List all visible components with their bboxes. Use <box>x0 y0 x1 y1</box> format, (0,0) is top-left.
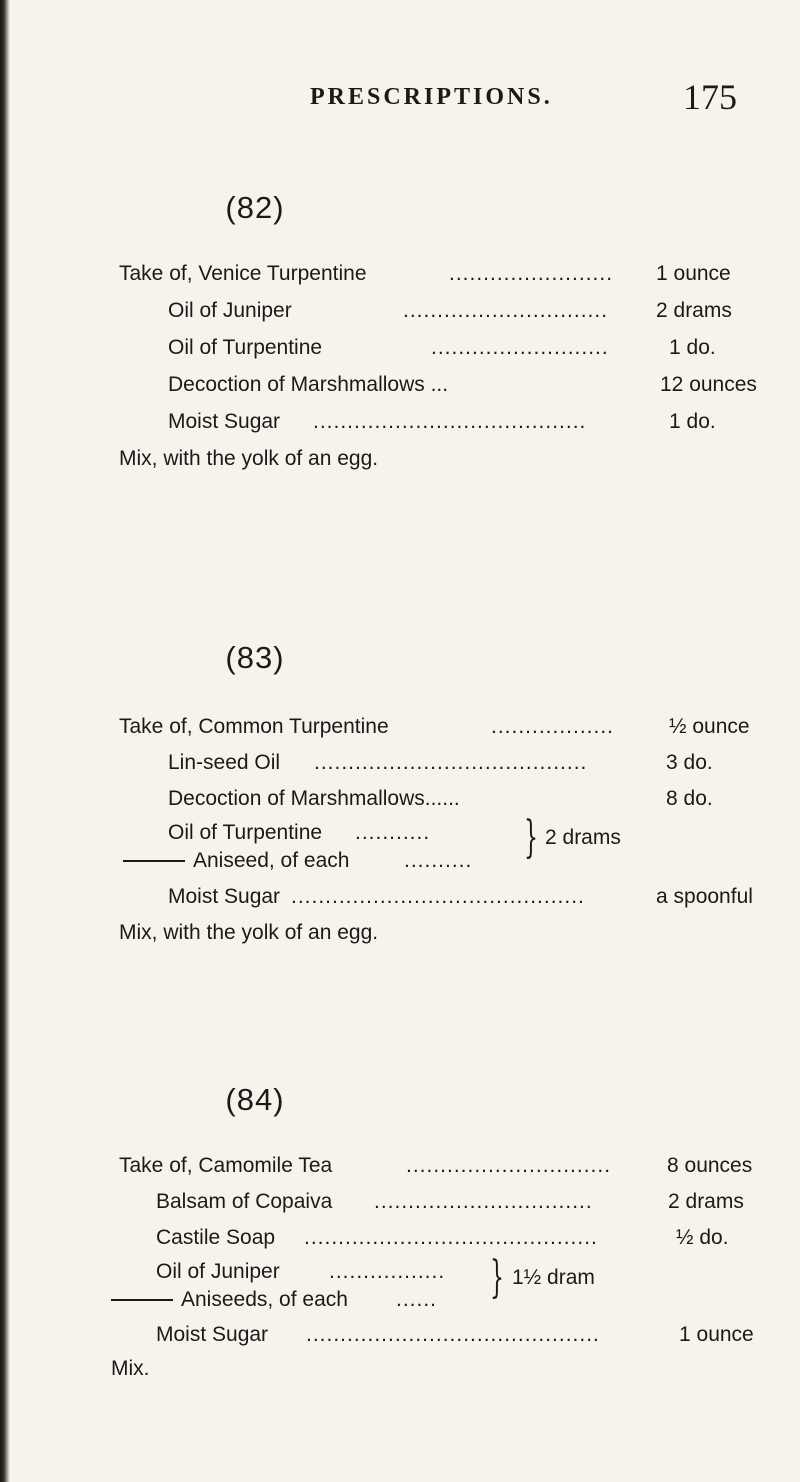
ingredient-label: Decoction of Marshmallows ... <box>168 373 449 396</box>
ingredient-quantity: 8 do. <box>666 787 713 810</box>
dot-leader: .......................... <box>431 336 609 359</box>
mixing-instruction: Mix, with the yolk of an egg. <box>119 447 379 470</box>
recipe-line <box>119 879 759 915</box>
ingredient-quantity: 8 ounces <box>667 1154 753 1177</box>
ingredient-label: Castile Soap <box>156 1226 276 1249</box>
ingredient-quantity: 2 drams <box>656 299 732 322</box>
ingredient-quantity: ½ ounce <box>669 715 750 738</box>
recipe-line <box>119 1317 754 1353</box>
brace-icon: } <box>490 1252 504 1303</box>
ingredient-label: Take of, Common Turpentine <box>119 715 389 738</box>
ingredient-quantity: ½ do. <box>676 1226 729 1249</box>
brace-icon: } <box>524 812 538 863</box>
brace-quantity: 2 drams <box>545 826 621 849</box>
ingredient-quantity: a spoonful <box>656 885 753 908</box>
recipe-note <box>111 1351 311 1387</box>
dot-leader: .......... <box>404 849 473 872</box>
ingredient-quantity: 1 do. <box>669 410 716 433</box>
ingredient-quantity: 1 do. <box>669 336 716 359</box>
ingredient-label: Lin-seed Oil <box>168 751 281 774</box>
recipe-note <box>119 441 719 477</box>
recipe-line <box>119 781 719 817</box>
dot-leader: ........................ <box>449 262 614 285</box>
prescription-number: (84) <box>225 1082 285 1117</box>
dot-leader: ........................................ <box>314 751 588 774</box>
ditto-dash <box>123 860 185 862</box>
recipe-note <box>119 915 719 951</box>
dot-leader: .................. <box>491 715 615 738</box>
recipe-line <box>119 256 731 292</box>
ditto-dash <box>111 1299 173 1301</box>
ingredient-label: Oil of Turpentine <box>168 821 323 844</box>
dot-leader: ........................................... <box>291 885 585 908</box>
dot-leader: ........... <box>355 821 431 844</box>
recipe-line <box>119 330 719 366</box>
recipe-line <box>119 1184 744 1220</box>
page-number: 175 <box>683 77 737 117</box>
recipe-line <box>119 404 719 440</box>
dot-leader: ........................................... <box>304 1226 598 1249</box>
dot-leader: ...... <box>396 1288 438 1311</box>
recipe-line-placeholder <box>119 563 719 599</box>
ingredient-label: Take of, Venice Turpentine <box>119 262 367 285</box>
ingredient-label: Oil of Juniper <box>168 299 292 322</box>
recipe-line <box>119 367 757 403</box>
ingredient-label: Moist Sugar <box>156 1323 269 1346</box>
recipe-line <box>119 1282 719 1318</box>
recipe-line <box>119 1220 729 1256</box>
dot-leader: .............................. <box>406 1154 612 1177</box>
ingredient-label: Moist Sugar <box>168 885 281 908</box>
recipe-line <box>119 745 719 781</box>
recipe-line <box>119 293 732 329</box>
ingredient-label: Aniseeds, of each <box>107 1282 348 1318</box>
running-header <box>0 77 800 122</box>
dot-leader: ................. <box>329 1260 446 1283</box>
recipe-line <box>119 1148 753 1184</box>
ingredient-label: Aniseed, of each <box>119 843 349 879</box>
running-title: PRESCRIPTIONS. <box>310 84 553 110</box>
recipe-line <box>119 709 750 745</box>
ingredient-quantity: 2 drams <box>668 1190 744 1213</box>
prescription-number: (82) <box>225 190 285 225</box>
mixing-instruction: Mix, with the yolk of an egg. <box>119 921 379 944</box>
ingredient-label: Oil of Turpentine <box>168 336 323 359</box>
ingredient-quantity: 1 ounce <box>679 1323 754 1346</box>
dot-leader: ........................................ <box>313 410 587 433</box>
ingredient-label: Balsam of Copaiva <box>156 1190 333 1213</box>
ingredient-label: Decoction of Marshmallows...... <box>168 787 460 810</box>
ingredient-quantity: 12 ounces <box>660 373 757 396</box>
ingredient-label: Moist Sugar <box>168 410 281 433</box>
ingredient-quantity: 1 ounce <box>656 262 731 285</box>
ingredient-label: Take of, Camomile Tea <box>119 1154 333 1177</box>
dot-leader: ................................ <box>374 1190 593 1213</box>
dot-leader: .............................. <box>403 299 609 322</box>
brace-quantity: 1½ dram <box>512 1266 595 1289</box>
dot-leader: ........................................... <box>306 1323 600 1346</box>
ingredient-label: Oil of Juniper <box>156 1260 280 1283</box>
ingredient-quantity: 3 do. <box>666 751 713 774</box>
recipe-line <box>119 843 719 879</box>
mixing-instruction: Mix. <box>111 1357 150 1380</box>
prescription-number: (83) <box>225 640 285 675</box>
book-spine-shadow <box>0 0 10 1482</box>
